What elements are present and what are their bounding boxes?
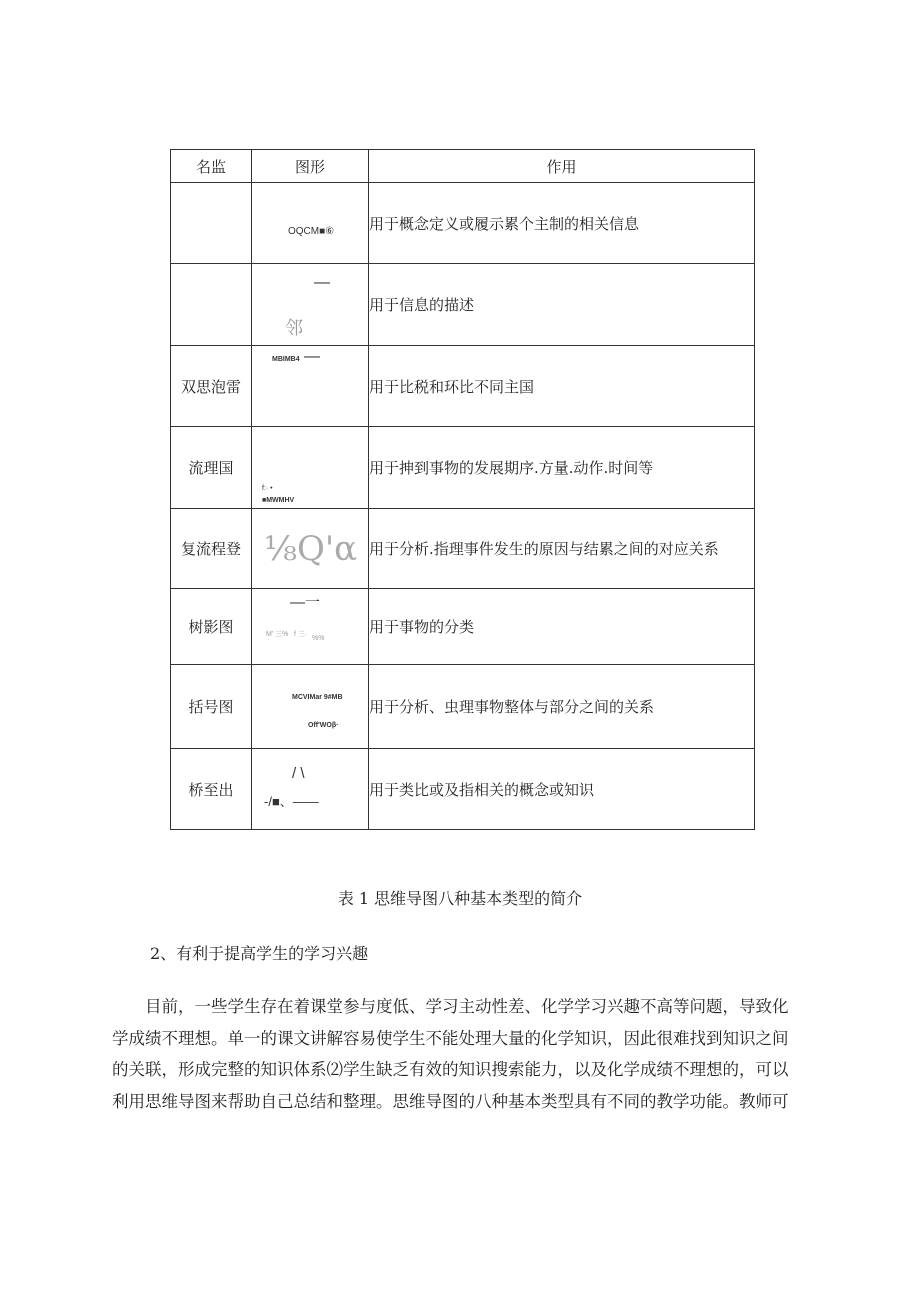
graphic-text: / \ [292, 765, 305, 782]
row-use: 用于比税和环比不同主国 [369, 346, 755, 427]
graphic-text: ⅛Q'α [264, 529, 358, 569]
table-row [171, 427, 755, 509]
table-row [171, 665, 755, 749]
graphic-text: MBIMB4 [272, 356, 300, 363]
paragraph-line: 利用思维导图来帮助自己总结和整理。思维导图的八种基本类型具有不同的教学功能。教师可 [112, 1091, 789, 1111]
graphic-dash: — [314, 274, 330, 291]
row-graphic [252, 749, 369, 830]
row-graphic [252, 509, 369, 589]
section-heading: 2、有利于提高学生的学习兴趣 [150, 944, 369, 963]
row-name: 复流程登 [171, 509, 252, 589]
table-row [171, 264, 755, 346]
graphic-text: MCVIMar 9#MB [292, 694, 343, 701]
row-name: 流理国 [171, 427, 252, 509]
row-use: 用于分析.指理事件发生的原因与结累之间的对应关系 [369, 509, 755, 589]
row-graphic [252, 183, 369, 264]
graphic-dash: — [304, 348, 320, 365]
row-name: 双思泡雷 [171, 346, 252, 427]
body-paragraph [112, 991, 810, 1117]
row-name [171, 264, 252, 346]
row-use: 用于抻到事物的发展期序.方量.动作.时间等 [369, 427, 755, 509]
header-graphic: 图形 [252, 150, 369, 183]
table-row [171, 509, 755, 589]
row-use: 用于事物的分类 [369, 589, 755, 665]
row-graphic [252, 665, 369, 749]
header-name: 名监 [171, 150, 252, 183]
row-use: 用于概念定义或履示累个主制的相关信息 [369, 183, 755, 264]
graphic-text: %% [312, 635, 325, 642]
table-row [171, 346, 755, 427]
row-use: 用于类比或及指相关的概念或知识 [369, 749, 755, 830]
table-row [171, 589, 755, 665]
graphic-dash: —一 [290, 594, 321, 611]
row-use: 用于信息的描述 [369, 264, 755, 346]
paragraph-line: 学成绩不理想。单一的课文讲解容易使学生不能处理大量的化学知识，因此很难找到知识之间 [112, 1028, 789, 1048]
graphic-text: f:· • [262, 485, 273, 492]
header-use: 作用 [369, 150, 755, 183]
graphic-text: ■MWMHV [262, 497, 295, 504]
graphic-text: M' 三% [266, 631, 289, 638]
mind-map-types-table [170, 149, 755, 830]
graphic-text: f 三· [294, 631, 308, 638]
row-use: 用于分析、虫理事物整体与部分之间的关系 [369, 665, 755, 749]
row-graphic [252, 427, 369, 509]
graphic-text: Off'WOβ· [308, 722, 339, 729]
table-caption: 表 1 思维导图八种基本类型的简介 [337, 889, 583, 908]
paragraph-line: 的关联，形成完整的知识体系⑵学生缺乏有效的知识搜索能力，以及化学成绩不理想的，可以 [112, 1060, 789, 1079]
table-row [171, 749, 755, 830]
table-row [171, 183, 755, 264]
row-name: 桥至出 [171, 749, 252, 830]
paragraph-line: 目前，一些学生存在着课堂参与度低、学习主动性差、化学学习兴趣不高等问题，导致化 [145, 997, 789, 1016]
graphic-text: -/■、—— [264, 794, 319, 809]
graphic-text: 邻 [285, 318, 303, 338]
row-name [171, 183, 252, 264]
graphic-text: OQCM■⑥ [288, 226, 335, 237]
row-name: 括号图 [171, 665, 252, 749]
row-graphic [252, 589, 369, 665]
row-graphic [252, 346, 369, 427]
row-name: 树影图 [171, 589, 252, 665]
row-graphic [252, 264, 369, 346]
table-header-row [171, 150, 755, 183]
